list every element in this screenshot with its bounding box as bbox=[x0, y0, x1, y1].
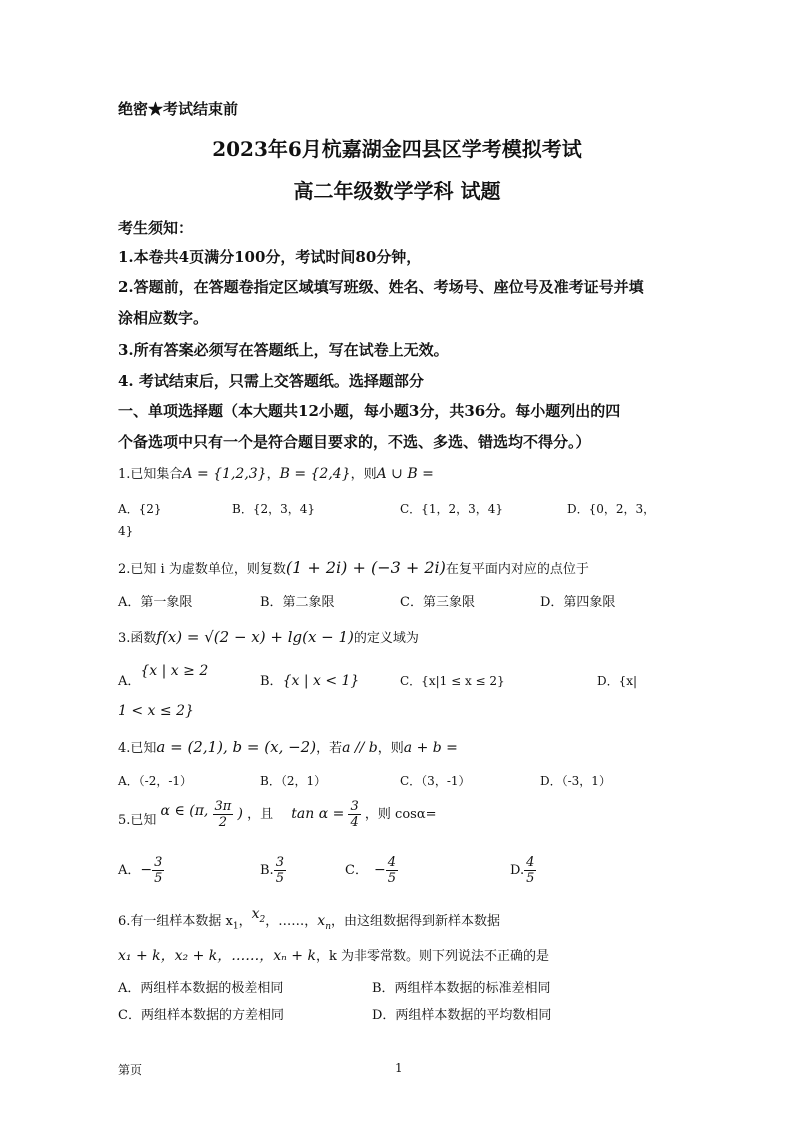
notice-item-2-cont: 涂相应数字。 bbox=[118, 309, 209, 327]
q4-prefix: 4.已知 bbox=[118, 741, 157, 756]
q5-frac-den: 2 bbox=[218, 815, 228, 830]
q5-option-d-label: D. bbox=[510, 863, 525, 878]
notice-heading: 考生须知： bbox=[118, 219, 194, 237]
q3-option-b-expr: {x | x < 1} bbox=[282, 673, 360, 689]
q1-prefix: 1.已知集合 bbox=[118, 467, 183, 482]
q5-prefix: 5.已知 bbox=[118, 813, 157, 828]
question-1 bbox=[118, 463, 434, 482]
q1-expr: A ∪ B = bbox=[376, 466, 434, 482]
q2-option-d: D．第四象限 bbox=[540, 595, 616, 610]
question-6 bbox=[118, 906, 500, 932]
q2-prefix: 2.已知 i 为虚数单位，则复数 bbox=[118, 562, 286, 577]
question-6-line-2 bbox=[118, 945, 549, 965]
q4-option-d: D．（-3，1） bbox=[540, 774, 611, 788]
exam-subtitle: 高二年级数学学科 试题 bbox=[293, 179, 501, 203]
q6-x2 bbox=[251, 906, 266, 925]
q5-option-a-frac bbox=[152, 855, 164, 886]
q4-vectors: a = (2,1), b = (x, −2) bbox=[156, 738, 317, 756]
notice-item-3: 3.所有答案必须写在答题纸上，写在试卷上无效。 bbox=[118, 341, 449, 359]
q3-option-a-expr: {x | x ≥ 2 bbox=[140, 663, 209, 679]
q5-option-d-num: 4 bbox=[526, 855, 535, 870]
q4-parallel: a // b bbox=[342, 740, 378, 756]
q5-mid: ，且 bbox=[247, 807, 274, 822]
q5-close-paren: ) bbox=[237, 806, 243, 822]
notice-item-1: 1.本卷共4页满分100分，考试时间80分钟， bbox=[118, 248, 422, 266]
q1-set-b: B = {2,4} bbox=[279, 466, 351, 482]
q5-suffix: ，则 cosα= bbox=[364, 807, 437, 822]
q5-tan: tan α = bbox=[291, 806, 345, 822]
q5-option-b-num: 3 bbox=[275, 855, 284, 870]
q6-option-a: A．两组样本数据的极差相同 bbox=[118, 981, 284, 996]
q2-option-c: C．第三象限 bbox=[400, 595, 475, 610]
question-2 bbox=[118, 558, 589, 577]
question-4 bbox=[118, 737, 458, 756]
q6-xn-var: x bbox=[317, 913, 326, 929]
q3-prefix: 3.函数 bbox=[118, 631, 157, 646]
q6-option-b: B．两组样本数据的标准差相同 bbox=[372, 981, 551, 996]
q6-sub-1: 1 bbox=[232, 921, 239, 932]
q5-option-b bbox=[260, 855, 286, 886]
section-heading-line2: 个备选项中只有一个是符合题目要求的，不选、多选、错选均不得分。） bbox=[118, 433, 591, 451]
q5-option-b-frac bbox=[274, 855, 286, 886]
q1-set-a: A = {1,2,3} bbox=[182, 466, 267, 482]
q1-option-a: A．{2} bbox=[118, 502, 162, 516]
q2-option-a: A．第一象限 bbox=[118, 595, 193, 610]
q3-option-d-cont: 1 < x ≤ 2} bbox=[118, 703, 194, 719]
q3-option-c: C．{x|1 ≤ x ≤ 2} bbox=[400, 674, 505, 688]
q5-option-c-num: 4 bbox=[387, 855, 396, 870]
q2-option-b: B．第二象限 bbox=[260, 595, 335, 610]
q5-option-d bbox=[510, 855, 536, 886]
q5-option-b-den: 5 bbox=[275, 871, 284, 886]
notice-item-4: 4. 考试结束后，只需上交答题纸。选择题部分 bbox=[118, 372, 424, 390]
q3-option-d: D．{x| bbox=[597, 674, 638, 688]
q1-sep: ， bbox=[266, 467, 280, 482]
q3-option-b-label: B． bbox=[260, 674, 283, 689]
q1-option-b: B．{2，3，4} bbox=[232, 502, 315, 516]
q2-suffix: 在复平面内对应的点位于 bbox=[445, 562, 589, 577]
q3-option-a-label: A． bbox=[118, 674, 141, 689]
q6-prefix: 6.有一组样本数据 x bbox=[118, 914, 233, 929]
q5-option-c-label: C． bbox=[345, 863, 368, 878]
q4-option-c: C．（3，-1） bbox=[400, 774, 471, 788]
q6-option-d: D．两组样本数据的平均数相同 bbox=[372, 1008, 552, 1023]
q5-option-c bbox=[345, 855, 398, 886]
q5-fraction-3pi-2 bbox=[213, 799, 234, 830]
q5-option-c-frac bbox=[386, 855, 398, 886]
q5-tan-num: 3 bbox=[350, 799, 359, 814]
q3-expr: f(x) = √(2 − x) + lg(x − 1) bbox=[156, 628, 354, 646]
q5-option-a bbox=[118, 855, 164, 886]
q2-expr: (1 + 2i) + (−3 + 2i) bbox=[285, 558, 446, 577]
q1-option-d-cont: 4} bbox=[118, 524, 134, 538]
q5-tan-den: 4 bbox=[350, 815, 359, 830]
q5-option-d-den: 5 bbox=[526, 871, 535, 886]
confidential-mark: 绝密★考试结束前 bbox=[118, 100, 239, 118]
q1-option-c: C．{1，2，3，4} bbox=[400, 502, 503, 516]
page-number: 1 bbox=[395, 1061, 403, 1075]
q4-mid: ，若 bbox=[316, 741, 343, 756]
q3-option-b bbox=[260, 670, 359, 689]
q5-option-a-num: 3 bbox=[154, 855, 163, 870]
section-heading-line1: 一、单项选择题（本大题共12小题，每小题3分，共36分。每小题列出的四 bbox=[118, 402, 621, 420]
q6-line2-suffix: ，k 为非零常数。则下列说法不正确的是 bbox=[315, 949, 549, 964]
q5-fraction-3-4 bbox=[348, 799, 360, 830]
q3-suffix: 的定义域为 bbox=[353, 631, 419, 646]
q6-dots: ，……， bbox=[265, 914, 318, 929]
q4-option-a: A．（-2，-1） bbox=[118, 774, 193, 788]
q5-option-a-label: A． bbox=[118, 863, 141, 878]
question-3 bbox=[118, 627, 419, 646]
question-5 bbox=[118, 799, 437, 830]
q4-option-b: B．（2，1） bbox=[260, 774, 327, 788]
q5-option-c-den: 5 bbox=[387, 871, 396, 886]
q1-option-d: D．{0，2，3， bbox=[567, 502, 656, 516]
q5-option-a-sign: − bbox=[140, 862, 153, 878]
exam-title: 2023年6月杭嘉湖金四县区学考模拟考试 bbox=[212, 137, 582, 161]
q5-option-a-den: 5 bbox=[154, 871, 163, 886]
q3-option-a bbox=[118, 663, 209, 689]
q5-option-b-label: B. bbox=[260, 863, 274, 878]
q5-alpha-range: α ∈ (π, bbox=[160, 803, 209, 819]
q6-xn-sub: n bbox=[325, 921, 331, 932]
q5-frac-num: 3π bbox=[214, 799, 232, 814]
footer-label: 第页 bbox=[118, 1063, 143, 1077]
q6-new-data-expr: x₁ + k，x₂ + k，……，xₙ + k bbox=[118, 948, 316, 964]
q6-x2-var: x bbox=[251, 906, 260, 922]
notice-item-2: 2.答题前，在答题卷指定区域填写班级、姓名、考场号、座位号及准考证号并填 bbox=[118, 278, 644, 296]
q6-x2-sub: 2 bbox=[259, 914, 266, 925]
q6-comma: ， bbox=[238, 914, 252, 929]
q6-option-c: C．两组样本数据的方差相同 bbox=[118, 1008, 284, 1023]
q4-sum: a + b = bbox=[403, 740, 458, 756]
q1-mid: ，则 bbox=[350, 467, 377, 482]
q6-xn bbox=[317, 913, 331, 932]
q5-option-c-sign: − bbox=[373, 862, 386, 878]
q5-option-d-frac bbox=[524, 855, 536, 886]
q4-mid2: ，则 bbox=[377, 741, 404, 756]
q6-line1-suffix: ，由这组数据得到新样本数据 bbox=[330, 914, 500, 929]
